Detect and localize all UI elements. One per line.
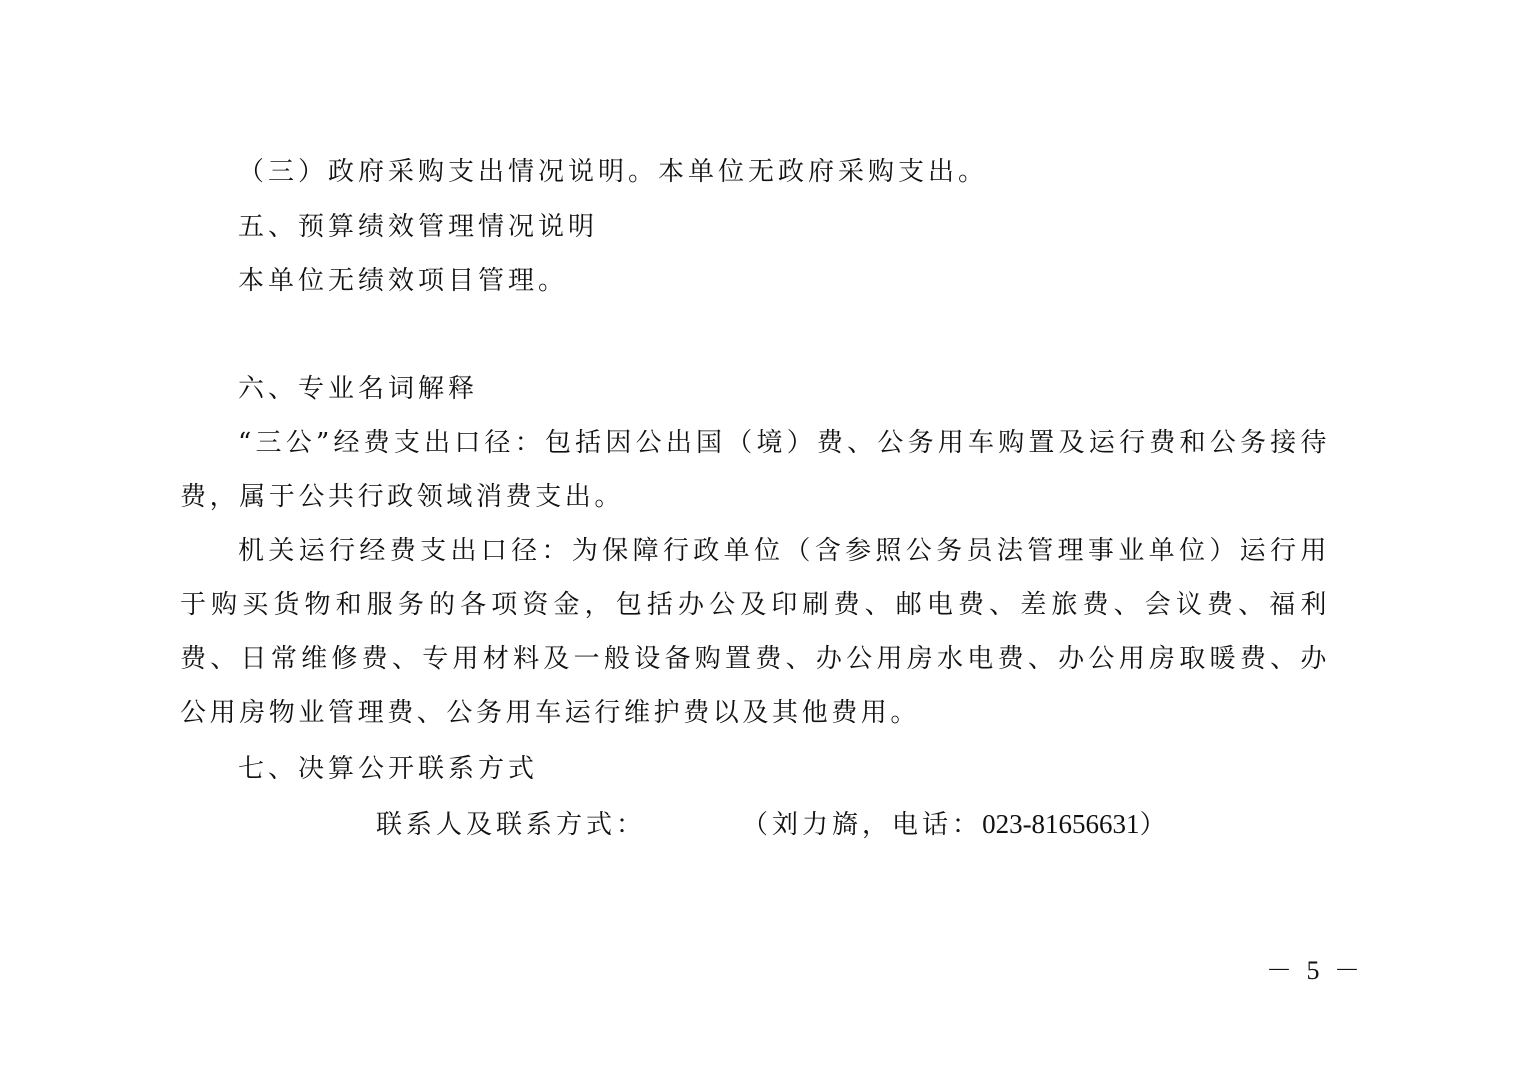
contact-line: [376, 807, 1170, 842]
procurement-text: 。本单位无政府采购支出。: [628, 157, 989, 187]
page-number: － 5 －: [1266, 956, 1365, 985]
contact-close-paren: ）: [1139, 810, 1170, 840]
contact-label: 联系人及联系方式：: [376, 810, 647, 840]
contact-separator: ，电话：: [862, 810, 983, 840]
procurement-heading: （三）政府采购支出情况说明: [238, 157, 629, 187]
contact-phone: 023-81656631: [982, 809, 1140, 839]
contact-heading: 七、决算公开联系方式: [238, 754, 539, 784]
procurement-line: [238, 155, 988, 189]
glossary-heading: 六、专业名词解释: [238, 374, 479, 404]
contact-person: 刘力旖: [772, 810, 863, 840]
performance-text: 本单位无绩效项目管理。: [238, 266, 569, 296]
performance-heading: 五、预算绩效管理情况说明: [238, 212, 599, 242]
agency-operation-paragraph: 机关运行经费支出口径：为保障行政单位（含参照公务员法管理事业单位）运行用于购买货物和服务的各项资金，包括办公及印刷费、邮电费、差旅费、会议费、福利费、日常维修费、专用材料及一般设备购置费、办公用房水电费、办公用房取暖费、办公用房物业管理费、公务用车运行维护费以及其他费用。: [180, 536, 1330, 728]
contact-open-paren: （: [742, 810, 773, 840]
three-public-paragraph: “三公”经费支出口径：包括因公出国（境）费、公务用车购置及运行费和公务接待费，属于公共行政领域消费支出。: [180, 428, 1330, 512]
